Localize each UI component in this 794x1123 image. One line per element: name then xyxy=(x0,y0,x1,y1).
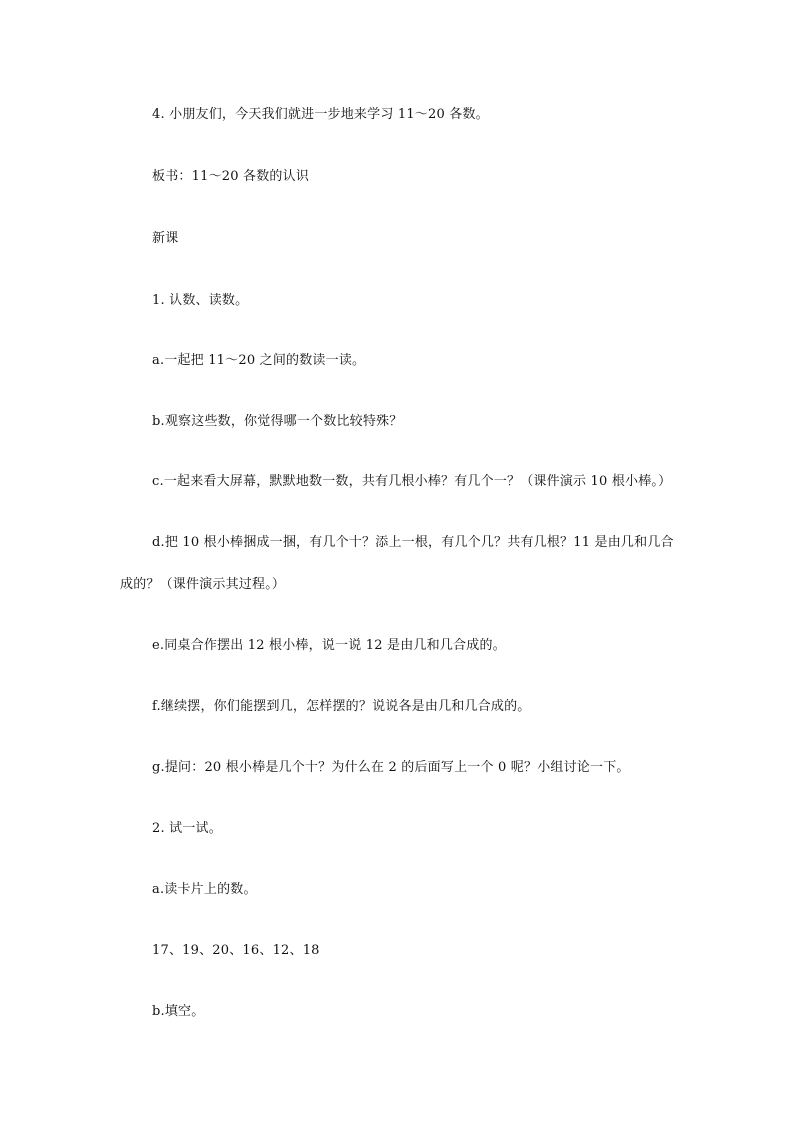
step-2a: a.读卡片上的数。 xyxy=(152,882,257,897)
step-1f: f.继续摆，你们能摆到几，怎样摆的？说说各是由几和几合成的。 xyxy=(152,699,531,714)
step-1d: d.把 10 根小棒捆成一捆，有几个十？添上一根，有几个几？共有几根？11 是由几和几合 xyxy=(152,535,674,550)
blackboard-title: 板书：11～20 各数的认识 xyxy=(152,169,310,184)
step-1a: a.一起把 11～20 之间的数读一读。 xyxy=(152,353,366,368)
step-1b: b.观察这些数，你觉得哪一个数比较特殊？ xyxy=(152,414,403,429)
number-list: 17、19、20、16、12、18 xyxy=(152,943,320,958)
step-1d-continued: 成的？（课件演示其过程。） xyxy=(120,577,286,592)
step-1e: e.同桌合作摆出 12 根小棒，说一说 12 是由几和几合成的。 xyxy=(152,638,506,653)
section-heading-new-lesson: 新课 xyxy=(152,231,179,246)
step-1c: c.一起来看大屏幕，默默地数一数，共有几根小棒？有几个一？（课件演示 10 根小棒。） xyxy=(152,474,672,489)
paragraph-intro: 4. 小朋友们，今天我们就进一步地来学习 11～20 各数。 xyxy=(152,107,489,122)
step-2-heading: 2. 试一试。 xyxy=(152,821,222,836)
step-1g: g.提问：20 根小棒是几个十？为什么在 2 的后面写上一个 0 呢？小组讨论一下。 xyxy=(152,760,630,775)
step-1-heading: 1. 认数、读数。 xyxy=(152,293,249,308)
step-2b: b.填空。 xyxy=(152,1004,205,1019)
